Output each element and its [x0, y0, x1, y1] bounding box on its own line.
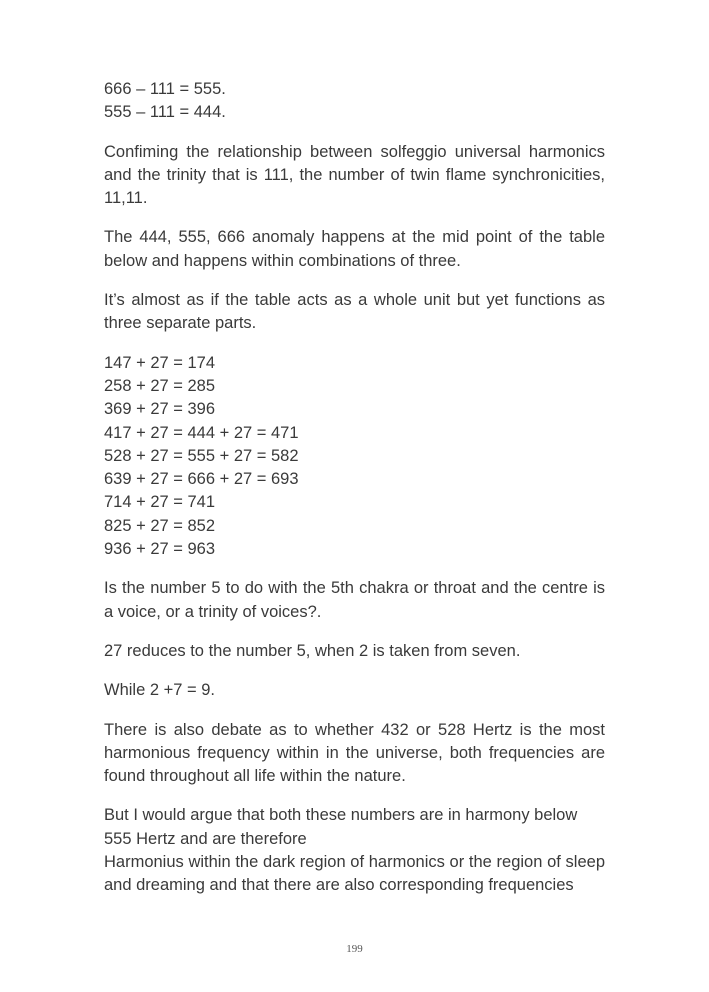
- paragraph: Confiming the relationship between solfeggio universal harmonics and the trinity that is 111, the number of twin flame synchronicities, 11,11.: [104, 142, 605, 208]
- equation-table: [104, 352, 605, 562]
- paragraph: There is also debate as to whether 432 or 528 Hertz is the most harmonious frequency within in the universe, both frequencies are found throughout all life within the nature.: [104, 720, 605, 786]
- table-equation: 825 + 27 = 852: [104, 516, 216, 535]
- table-equation: 936 + 27 = 963: [104, 540, 216, 559]
- paragraph: The 444, 555, 666 anomaly happens at the mid point of the table below and happens within combinations of three.: [104, 228, 605, 270]
- paragraph: It’s almost as if the table acts as a whole unit but yet functions as three separate parts.: [104, 291, 605, 333]
- paragraph: While 2 +7 = 9.: [104, 681, 215, 700]
- table-equation: 714 + 27 = 741: [104, 493, 216, 512]
- final-paragraph-line2: Harmonius within the dark region of harmonics or the region of sleep and dreaming and that there are also corresponding frequencies: [104, 853, 605, 895]
- table-equation: 147 + 27 = 174: [104, 353, 216, 372]
- equation-line: 666 – 111 = 555.: [104, 80, 226, 98]
- table-equation: 528 + 27 = 555 + 27 = 582: [104, 446, 299, 465]
- table-equation: 258 + 27 = 285: [104, 376, 216, 395]
- table-equation: 639 + 27 = 666 + 27 = 693: [104, 470, 299, 489]
- page-number: 199: [346, 943, 363, 955]
- page-body: [104, 78, 605, 898]
- paragraph: 27 reduces to the number 5, when 2 is taken from seven.: [104, 641, 521, 660]
- table-equation: 369 + 27 = 396: [104, 400, 216, 419]
- table-equation: 417 + 27 = 444 + 27 = 471: [104, 423, 299, 442]
- paragraph: Is the number 5 to do with the 5th chakra or throat and the centre is a voice, or a trinity of voices?.: [104, 579, 605, 621]
- final-paragraph-line1: But I would argue that both these numbers are in harmony below 555 Hertz and are therefore: [104, 806, 578, 848]
- equation-line: 555 – 111 = 444.: [104, 103, 226, 122]
